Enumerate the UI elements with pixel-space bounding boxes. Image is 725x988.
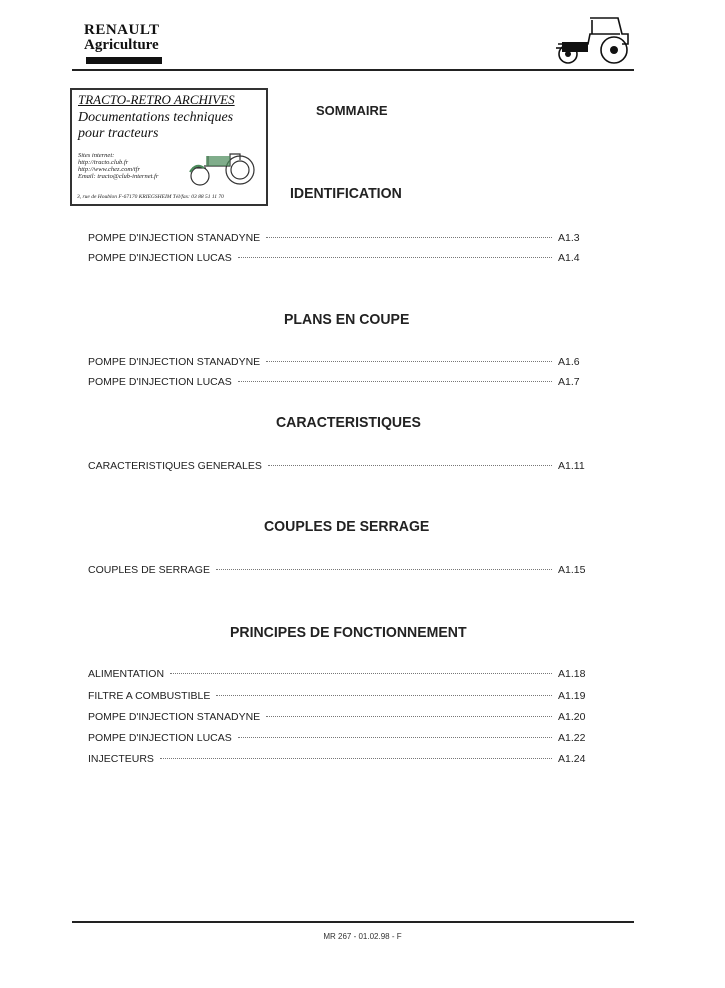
section-title: IDENTIFICATION	[290, 185, 402, 202]
leader-dots	[216, 568, 552, 570]
leader-dots	[160, 757, 552, 759]
toc-entry-page: A1.18	[558, 668, 586, 680]
toc-entry-label: POMPE D'INJECTION LUCAS	[88, 252, 232, 264]
toc-entry-page: A1.11	[558, 460, 585, 472]
leader-dots	[238, 256, 552, 258]
toc-entry[interactable]	[88, 232, 590, 246]
leader-dots	[266, 360, 552, 362]
leader-dots	[170, 672, 552, 674]
toc-entry[interactable]	[88, 753, 590, 767]
toc-entry[interactable]	[88, 356, 590, 370]
brand-underline	[86, 57, 162, 64]
toc-entry-page: A1.3	[558, 232, 580, 244]
page-title: SOMMAIRE	[316, 103, 388, 118]
header-rule	[72, 69, 634, 71]
leader-dots	[238, 380, 552, 382]
toc-entry-label: POMPE D'INJECTION LUCAS	[88, 376, 232, 388]
section-title: COUPLES DE SERRAGE	[264, 518, 430, 535]
stamp-line2: Documentations techniques	[78, 110, 234, 125]
toc-entry-page: A1.19	[558, 690, 586, 702]
toc-entry[interactable]	[88, 732, 590, 746]
toc-entry-page: A1.4	[558, 252, 580, 264]
toc-entry[interactable]	[88, 564, 590, 578]
toc-entry[interactable]	[88, 460, 590, 474]
stamp-email: Email: tracto@club-internet.fr	[78, 173, 159, 180]
toc-entry-page: A1.22	[558, 732, 586, 744]
leader-dots	[216, 694, 552, 696]
toc-entry[interactable]	[88, 252, 590, 266]
brand-name: RENAULT	[84, 22, 160, 38]
toc-entry-page: A1.7	[558, 376, 580, 388]
leader-dots	[266, 715, 552, 717]
toc-entry[interactable]	[88, 376, 590, 390]
footer-reference: MR 267 - 01.02.98 - F	[323, 932, 402, 941]
stamp-site2: http://www.chez.com/tfr	[78, 166, 140, 173]
tractor-logo-icon	[548, 14, 634, 68]
toc-entry-label: COUPLES DE SERRAGE	[88, 564, 210, 576]
toc-entry-label: CARACTERISTIQUES GENERALES	[88, 460, 262, 472]
leader-dots	[266, 236, 552, 238]
vintage-tractor-icon	[184, 142, 260, 188]
leader-dots	[268, 464, 552, 466]
brand-subtitle: Agriculture	[84, 37, 159, 53]
stamp-sites-label: Sites internet:	[78, 152, 115, 159]
toc-entry-label: ALIMENTATION	[88, 668, 165, 680]
toc-entry-label: POMPE D'INJECTION STANADYNE	[88, 356, 261, 368]
toc-entry[interactable]	[88, 711, 590, 725]
toc-entry-label: POMPE D'INJECTION LUCAS	[88, 732, 232, 744]
leader-dots	[238, 736, 552, 738]
section-title: PLANS EN COUPE	[284, 311, 410, 328]
footer-rule	[72, 921, 634, 923]
toc-entry-page: A1.15	[558, 564, 586, 576]
toc-entry-label: POMPE D'INJECTION STANADYNE	[88, 711, 261, 723]
toc-entry-label: POMPE D'INJECTION STANADYNE	[88, 232, 261, 244]
stamp-line3: pour tracteurs	[78, 126, 159, 141]
toc-entry[interactable]	[88, 668, 590, 682]
section-title: CARACTERISTIQUES	[276, 414, 421, 431]
toc-entry-page: A1.6	[558, 356, 580, 368]
toc-entry-page: A1.24	[558, 753, 586, 765]
toc-entry[interactable]	[88, 690, 590, 704]
section-title: PRINCIPES DE FONCTIONNEMENT	[230, 624, 467, 641]
toc-entry-label: INJECTEURS	[88, 753, 154, 765]
archive-stamp	[70, 88, 268, 206]
stamp-title: TRACTO-RETRO ARCHIVES	[78, 92, 235, 107]
toc-entry-label: FILTRE A COMBUSTIBLE	[88, 690, 211, 702]
toc-entry-page: A1.20	[558, 711, 586, 723]
stamp-address: 3, rue de Houblon F-67170 KRIEGSHEIM Tél/fax: 03 88 51 11 70	[77, 194, 224, 200]
stamp-site1: http://tracto.club.fr	[78, 159, 129, 166]
